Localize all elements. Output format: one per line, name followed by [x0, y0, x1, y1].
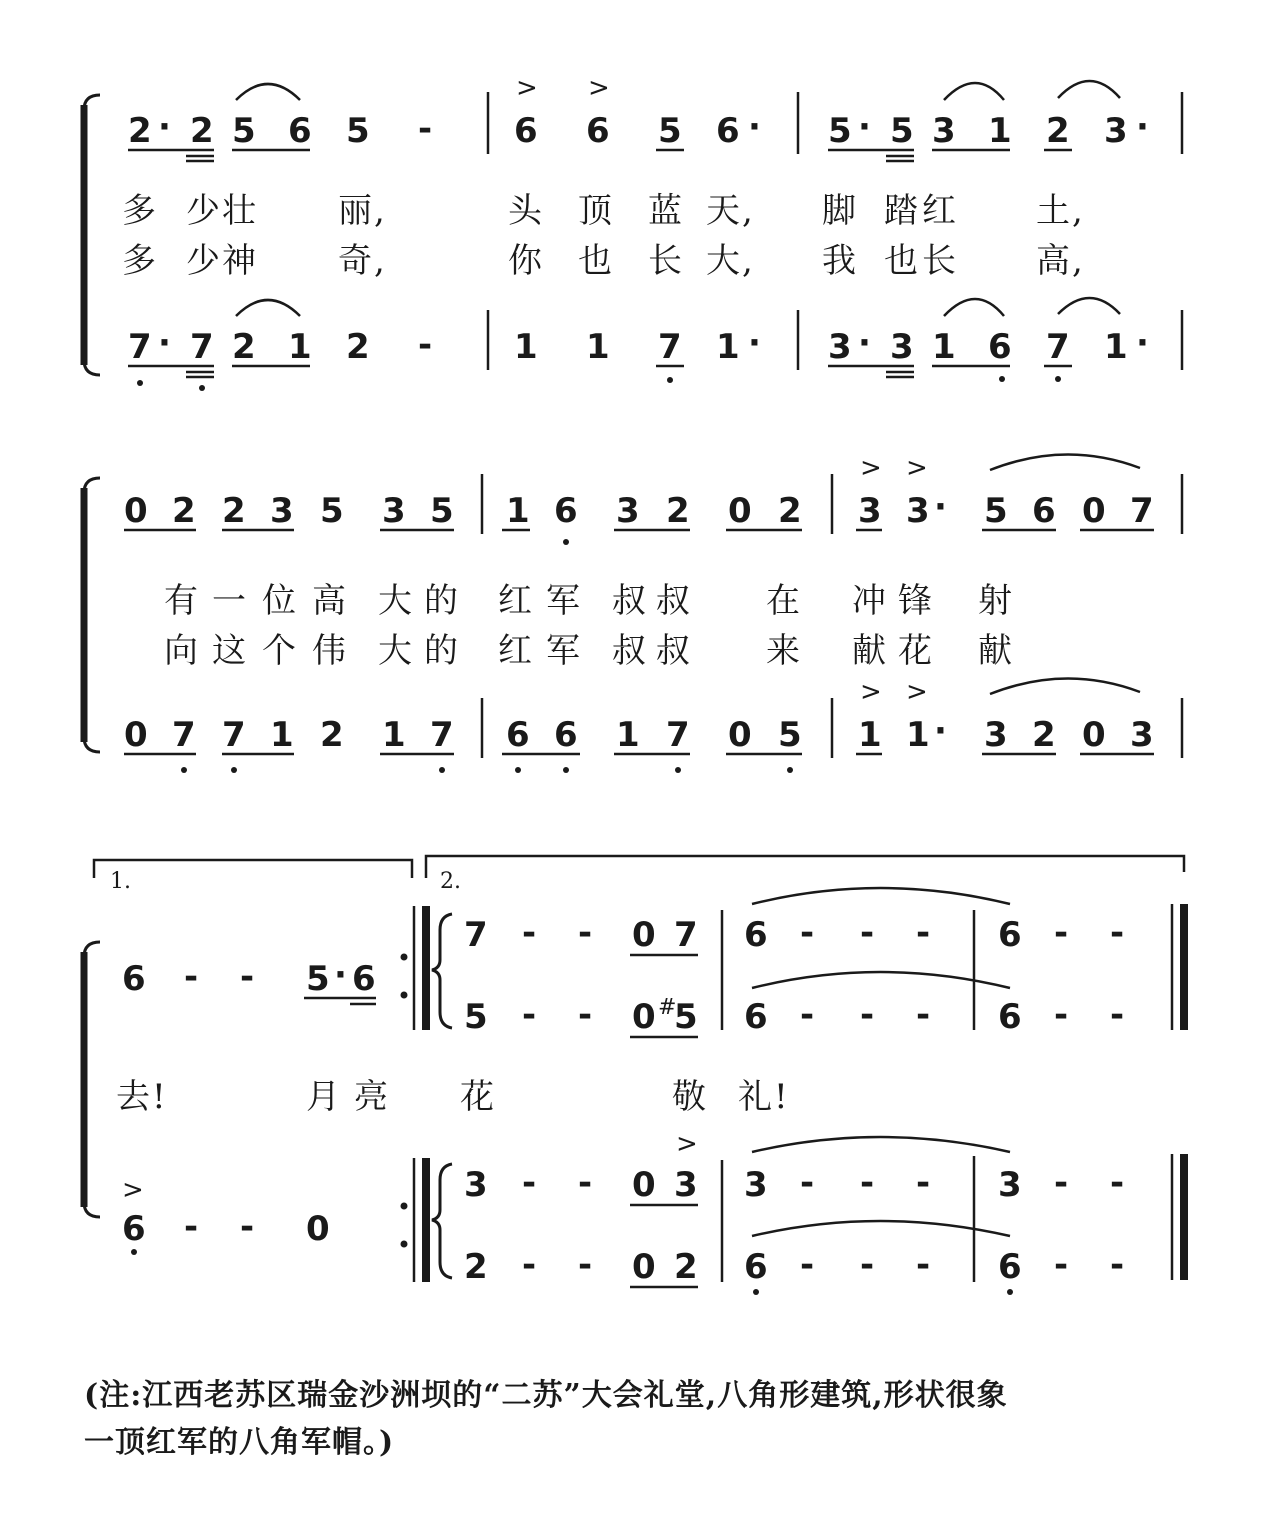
dot: · [748, 107, 761, 147]
note: 7 [464, 915, 488, 955]
lyric: 长 [648, 241, 684, 281]
note: 3 [906, 491, 930, 531]
accent-mark: > [860, 453, 882, 483]
lyric: 去! [116, 1077, 168, 1117]
lyric: 叔 [612, 631, 648, 671]
low-octave-dot [131, 1249, 137, 1255]
lyric: 叔 [656, 631, 692, 671]
lyric: 也 [578, 241, 614, 281]
note: 5 [464, 997, 488, 1037]
lyric: 红 [498, 581, 534, 621]
lyric: 冲 [852, 581, 888, 621]
accent-mark: > [676, 1129, 698, 1159]
volta-1-bracket [94, 860, 412, 878]
dash: - [1110, 1245, 1125, 1285]
voice-brace [432, 1164, 452, 1278]
note: 6 [352, 959, 376, 999]
note: 6 [1032, 491, 1056, 531]
note: 7 [190, 327, 214, 367]
lyric: 礼! [738, 1077, 790, 1117]
note: 5 [890, 111, 914, 151]
low-octave-dot [199, 385, 205, 391]
dash: - [1054, 1163, 1069, 1203]
lyric: 有 [164, 581, 200, 621]
dash: - [1110, 995, 1125, 1035]
slur [990, 678, 1140, 694]
dash: - [860, 913, 875, 953]
system-3-lower-second-ending [432, 1129, 1184, 1295]
lyric: 的 [424, 631, 460, 671]
dot: · [934, 487, 947, 527]
system-3-upper-first-ending [122, 906, 426, 1030]
note: 5 [306, 959, 330, 999]
volta-2-bracket [426, 856, 1184, 878]
dash: - [418, 109, 433, 149]
accent-mark: > [906, 453, 928, 483]
system-2-lower-voice [124, 677, 1182, 773]
dash: - [916, 1163, 931, 1203]
lyric: 红 [922, 191, 958, 231]
lyric: 这 [212, 631, 248, 671]
slur [1058, 298, 1120, 314]
low-octave-dot [563, 767, 569, 773]
note: 7 [128, 327, 152, 367]
note: 1 [932, 327, 956, 367]
note: 3 [858, 491, 882, 531]
repeat-dot [401, 992, 408, 999]
lyric: 献 [852, 631, 888, 671]
note: 6 [506, 715, 530, 755]
dash: - [522, 913, 537, 953]
system-3-lower-first-ending [122, 1158, 426, 1282]
note: 5 [984, 491, 1008, 531]
note: 5 [674, 997, 698, 1037]
dot: · [1136, 323, 1149, 363]
lyric: 位 [262, 581, 298, 621]
system-2 [84, 453, 1182, 773]
repeat-dot [401, 954, 408, 961]
dot: · [334, 955, 347, 995]
volta-1-label: 1. [110, 869, 131, 894]
repeat-dot [401, 1203, 408, 1210]
dash: - [800, 913, 815, 953]
note: 7 [1130, 491, 1154, 531]
dash: - [916, 1245, 931, 1285]
sharp-sign: # [658, 995, 677, 1020]
note: 1 [270, 715, 294, 755]
note: 6 [998, 1247, 1022, 1287]
lyric: 军 [546, 581, 582, 621]
lyric: 月 [306, 1077, 342, 1117]
note: 2 [320, 715, 344, 755]
note: 2 [190, 111, 214, 151]
lyric: 也 [884, 241, 920, 281]
lyric: 壮 [222, 191, 258, 231]
system-2-lyrics [164, 581, 1014, 671]
low-octave-dot [563, 539, 569, 545]
note: 0 [306, 1209, 330, 1249]
lyric: 来 [766, 631, 802, 671]
note: 1 [288, 327, 312, 367]
low-octave-dot [1007, 1289, 1013, 1295]
footnote-line-1: (注:江西老苏区瑞金沙洲坝的“二苏”大会礼堂,八角形建筑,形状很象 [84, 1378, 1008, 1413]
lyric: 丽, [338, 191, 387, 231]
lyric: 我 [822, 241, 858, 281]
lyric: 多 [122, 241, 158, 281]
note: 3 [828, 327, 852, 367]
slur [944, 83, 1004, 100]
note: 5 [828, 111, 852, 151]
note: 0 [632, 997, 656, 1037]
dash: - [800, 995, 815, 1035]
lyric: 敬 [672, 1077, 708, 1117]
note: 0 [728, 715, 752, 755]
note: 5 [430, 491, 454, 531]
note: 3 [616, 491, 640, 531]
slur [944, 299, 1004, 316]
tie [752, 1221, 1010, 1236]
lyric: 少 [186, 191, 222, 231]
note: 5 [232, 111, 256, 151]
note: 2 [778, 491, 802, 531]
note: 1 [514, 327, 538, 367]
dash: - [1110, 913, 1125, 953]
dash: - [860, 1163, 875, 1203]
low-octave-dot [787, 767, 793, 773]
lyric: 花 [898, 631, 934, 671]
system-3-lyrics [116, 1077, 790, 1117]
lyric: 天, [706, 191, 755, 231]
dash: - [418, 325, 433, 365]
lyric: 献 [978, 631, 1014, 671]
dot: · [858, 323, 871, 363]
lyric: 个 [262, 631, 298, 671]
lyric: 亮 [354, 1077, 390, 1117]
low-octave-dot [439, 767, 445, 773]
note: 6 [122, 1209, 146, 1249]
lyric: 少 [186, 241, 222, 281]
note: 2 [674, 1247, 698, 1287]
low-octave-dot [667, 377, 673, 383]
note: 0 [728, 491, 752, 531]
note: 6 [514, 111, 538, 151]
dot: · [158, 107, 171, 147]
voice-brace [432, 914, 452, 1028]
low-octave-dot [231, 767, 237, 773]
dash: - [800, 1163, 815, 1203]
dash: - [800, 1245, 815, 1285]
lyric: 土, [1036, 191, 1085, 231]
slur [990, 454, 1140, 470]
note: 0 [632, 915, 656, 955]
lyric: 长 [922, 241, 958, 281]
lyric: 踏 [884, 191, 920, 231]
dash: - [916, 913, 931, 953]
note: 2 [1046, 111, 1070, 151]
dot: · [748, 323, 761, 363]
system-1-lyrics [122, 191, 1085, 281]
dash: - [1054, 1245, 1069, 1285]
lyric: 顶 [578, 191, 614, 231]
note: 1 [586, 327, 610, 367]
dot: · [934, 711, 947, 751]
lyric: 叔 [612, 581, 648, 621]
note: 5 [778, 715, 802, 755]
lyric: 神 [222, 241, 258, 281]
lyric: 脚 [822, 191, 858, 231]
note: 2 [128, 111, 152, 151]
note: 2 [1032, 715, 1056, 755]
note: 5 [346, 111, 370, 151]
lyric: 在 [766, 581, 802, 621]
note: 3 [998, 1165, 1022, 1205]
note: 6 [744, 915, 768, 955]
dot: · [1136, 107, 1149, 147]
lyric: 一 [212, 581, 248, 621]
note: 7 [172, 715, 196, 755]
note: 7 [222, 715, 246, 755]
system-1-lower-voice [128, 298, 1182, 391]
accent-mark: > [906, 677, 928, 707]
note: 3 [1130, 715, 1154, 755]
lyric: 高, [1036, 241, 1085, 281]
lyric: 大, [706, 241, 755, 281]
note: 1 [616, 715, 640, 755]
dash: - [578, 995, 593, 1035]
lyric: 花 [460, 1077, 496, 1117]
system-1-upper-voice [128, 73, 1182, 161]
dash: - [522, 1245, 537, 1285]
dash: - [578, 1163, 593, 1203]
lyric: 奇, [338, 241, 387, 281]
lyric: 蓝 [648, 191, 684, 231]
note: 6 [744, 1247, 768, 1287]
note: 2 [666, 491, 690, 531]
accent-mark: > [122, 1175, 144, 1205]
dot: · [858, 107, 871, 147]
note: 1 [988, 111, 1012, 151]
system-1 [84, 73, 1182, 391]
dash: - [578, 1245, 593, 1285]
note: 6 [586, 111, 610, 151]
accent-mark: > [516, 73, 538, 103]
note: 7 [430, 715, 454, 755]
tie [752, 1137, 1010, 1152]
note: 6 [122, 959, 146, 999]
slur [236, 84, 300, 100]
note: 1 [716, 327, 740, 367]
note: 7 [666, 715, 690, 755]
dash: - [860, 995, 875, 1035]
lyric: 锋 [898, 581, 934, 621]
note: 1 [906, 715, 930, 755]
accent-mark: > [860, 677, 882, 707]
note: 1 [382, 715, 406, 755]
dash: - [184, 1207, 199, 1247]
system-2-upper-voice [124, 453, 1182, 545]
note: 6 [744, 997, 768, 1037]
dash: - [860, 1245, 875, 1285]
note: 2 [464, 1247, 488, 1287]
note: 0 [632, 1247, 656, 1287]
lyric: 你 [508, 241, 544, 281]
dash: - [240, 1207, 255, 1247]
tie [752, 888, 1010, 904]
note: 6 [998, 997, 1022, 1037]
dot: · [158, 323, 171, 363]
note: 6 [554, 715, 578, 755]
dash: - [578, 913, 593, 953]
tie [752, 972, 1010, 988]
note: 1 [1104, 327, 1128, 367]
note: 0 [632, 1165, 656, 1205]
note: 2 [222, 491, 246, 531]
low-octave-dot [181, 767, 187, 773]
note: 3 [890, 327, 914, 367]
lyric: 大 [378, 581, 414, 621]
note: 6 [716, 111, 740, 151]
repeat-dot [401, 1241, 408, 1248]
note: 3 [744, 1165, 768, 1205]
note: 3 [932, 111, 956, 151]
footnote [84, 1378, 1008, 1460]
lyric: 射 [978, 581, 1014, 621]
note: 3 [270, 491, 294, 531]
lyric: 叔 [656, 581, 692, 621]
accent-mark: > [588, 73, 610, 103]
lyric: 头 [508, 191, 544, 231]
lyric: 多 [122, 191, 158, 231]
note: 3 [674, 1165, 698, 1205]
slur [1058, 81, 1120, 98]
system-3 [84, 856, 1184, 1295]
note: 0 [1082, 491, 1106, 531]
note: 2 [346, 327, 370, 367]
note: 6 [988, 327, 1012, 367]
low-octave-dot [753, 1289, 759, 1295]
note: 0 [124, 715, 148, 755]
dash: - [522, 1163, 537, 1203]
lyric: 红 [498, 631, 534, 671]
note: 3 [464, 1165, 488, 1205]
low-octave-dot [515, 767, 521, 773]
dash: - [916, 995, 931, 1035]
slur [236, 300, 300, 316]
note: 6 [998, 915, 1022, 955]
lyric: 大 [378, 631, 414, 671]
note: 2 [232, 327, 256, 367]
note: 0 [1082, 715, 1106, 755]
system-3-upper-second-ending [432, 888, 1184, 1037]
note: 7 [658, 327, 682, 367]
dash: - [184, 957, 199, 997]
dash: - [240, 957, 255, 997]
note: 2 [172, 491, 196, 531]
low-octave-dot [1055, 376, 1061, 382]
lyric: 伟 [312, 631, 348, 671]
low-octave-dot [999, 376, 1005, 382]
note: 1 [858, 715, 882, 755]
lyric: 向 [164, 631, 200, 671]
footnote-line-2: 一顶红军的八角军帽。) [84, 1425, 395, 1460]
note: 3 [984, 715, 1008, 755]
note: 5 [320, 491, 344, 531]
dash: - [1054, 995, 1069, 1035]
note: 3 [382, 491, 406, 531]
note: 7 [674, 915, 698, 955]
note: 0 [124, 491, 148, 531]
low-octave-dot [137, 380, 143, 386]
lyric: 军 [546, 631, 582, 671]
note: 3 [1104, 111, 1128, 151]
note: 6 [554, 491, 578, 531]
note: 1 [506, 491, 530, 531]
dash: - [522, 995, 537, 1035]
note: 7 [1046, 327, 1070, 367]
low-octave-dot [675, 767, 681, 773]
note: 6 [288, 111, 312, 151]
lyric: 的 [424, 581, 460, 621]
volta-2-label: 2. [440, 869, 461, 894]
note: 5 [658, 111, 682, 151]
lyric: 高 [312, 581, 348, 621]
dash: - [1054, 913, 1069, 953]
dash: - [1110, 1163, 1125, 1203]
